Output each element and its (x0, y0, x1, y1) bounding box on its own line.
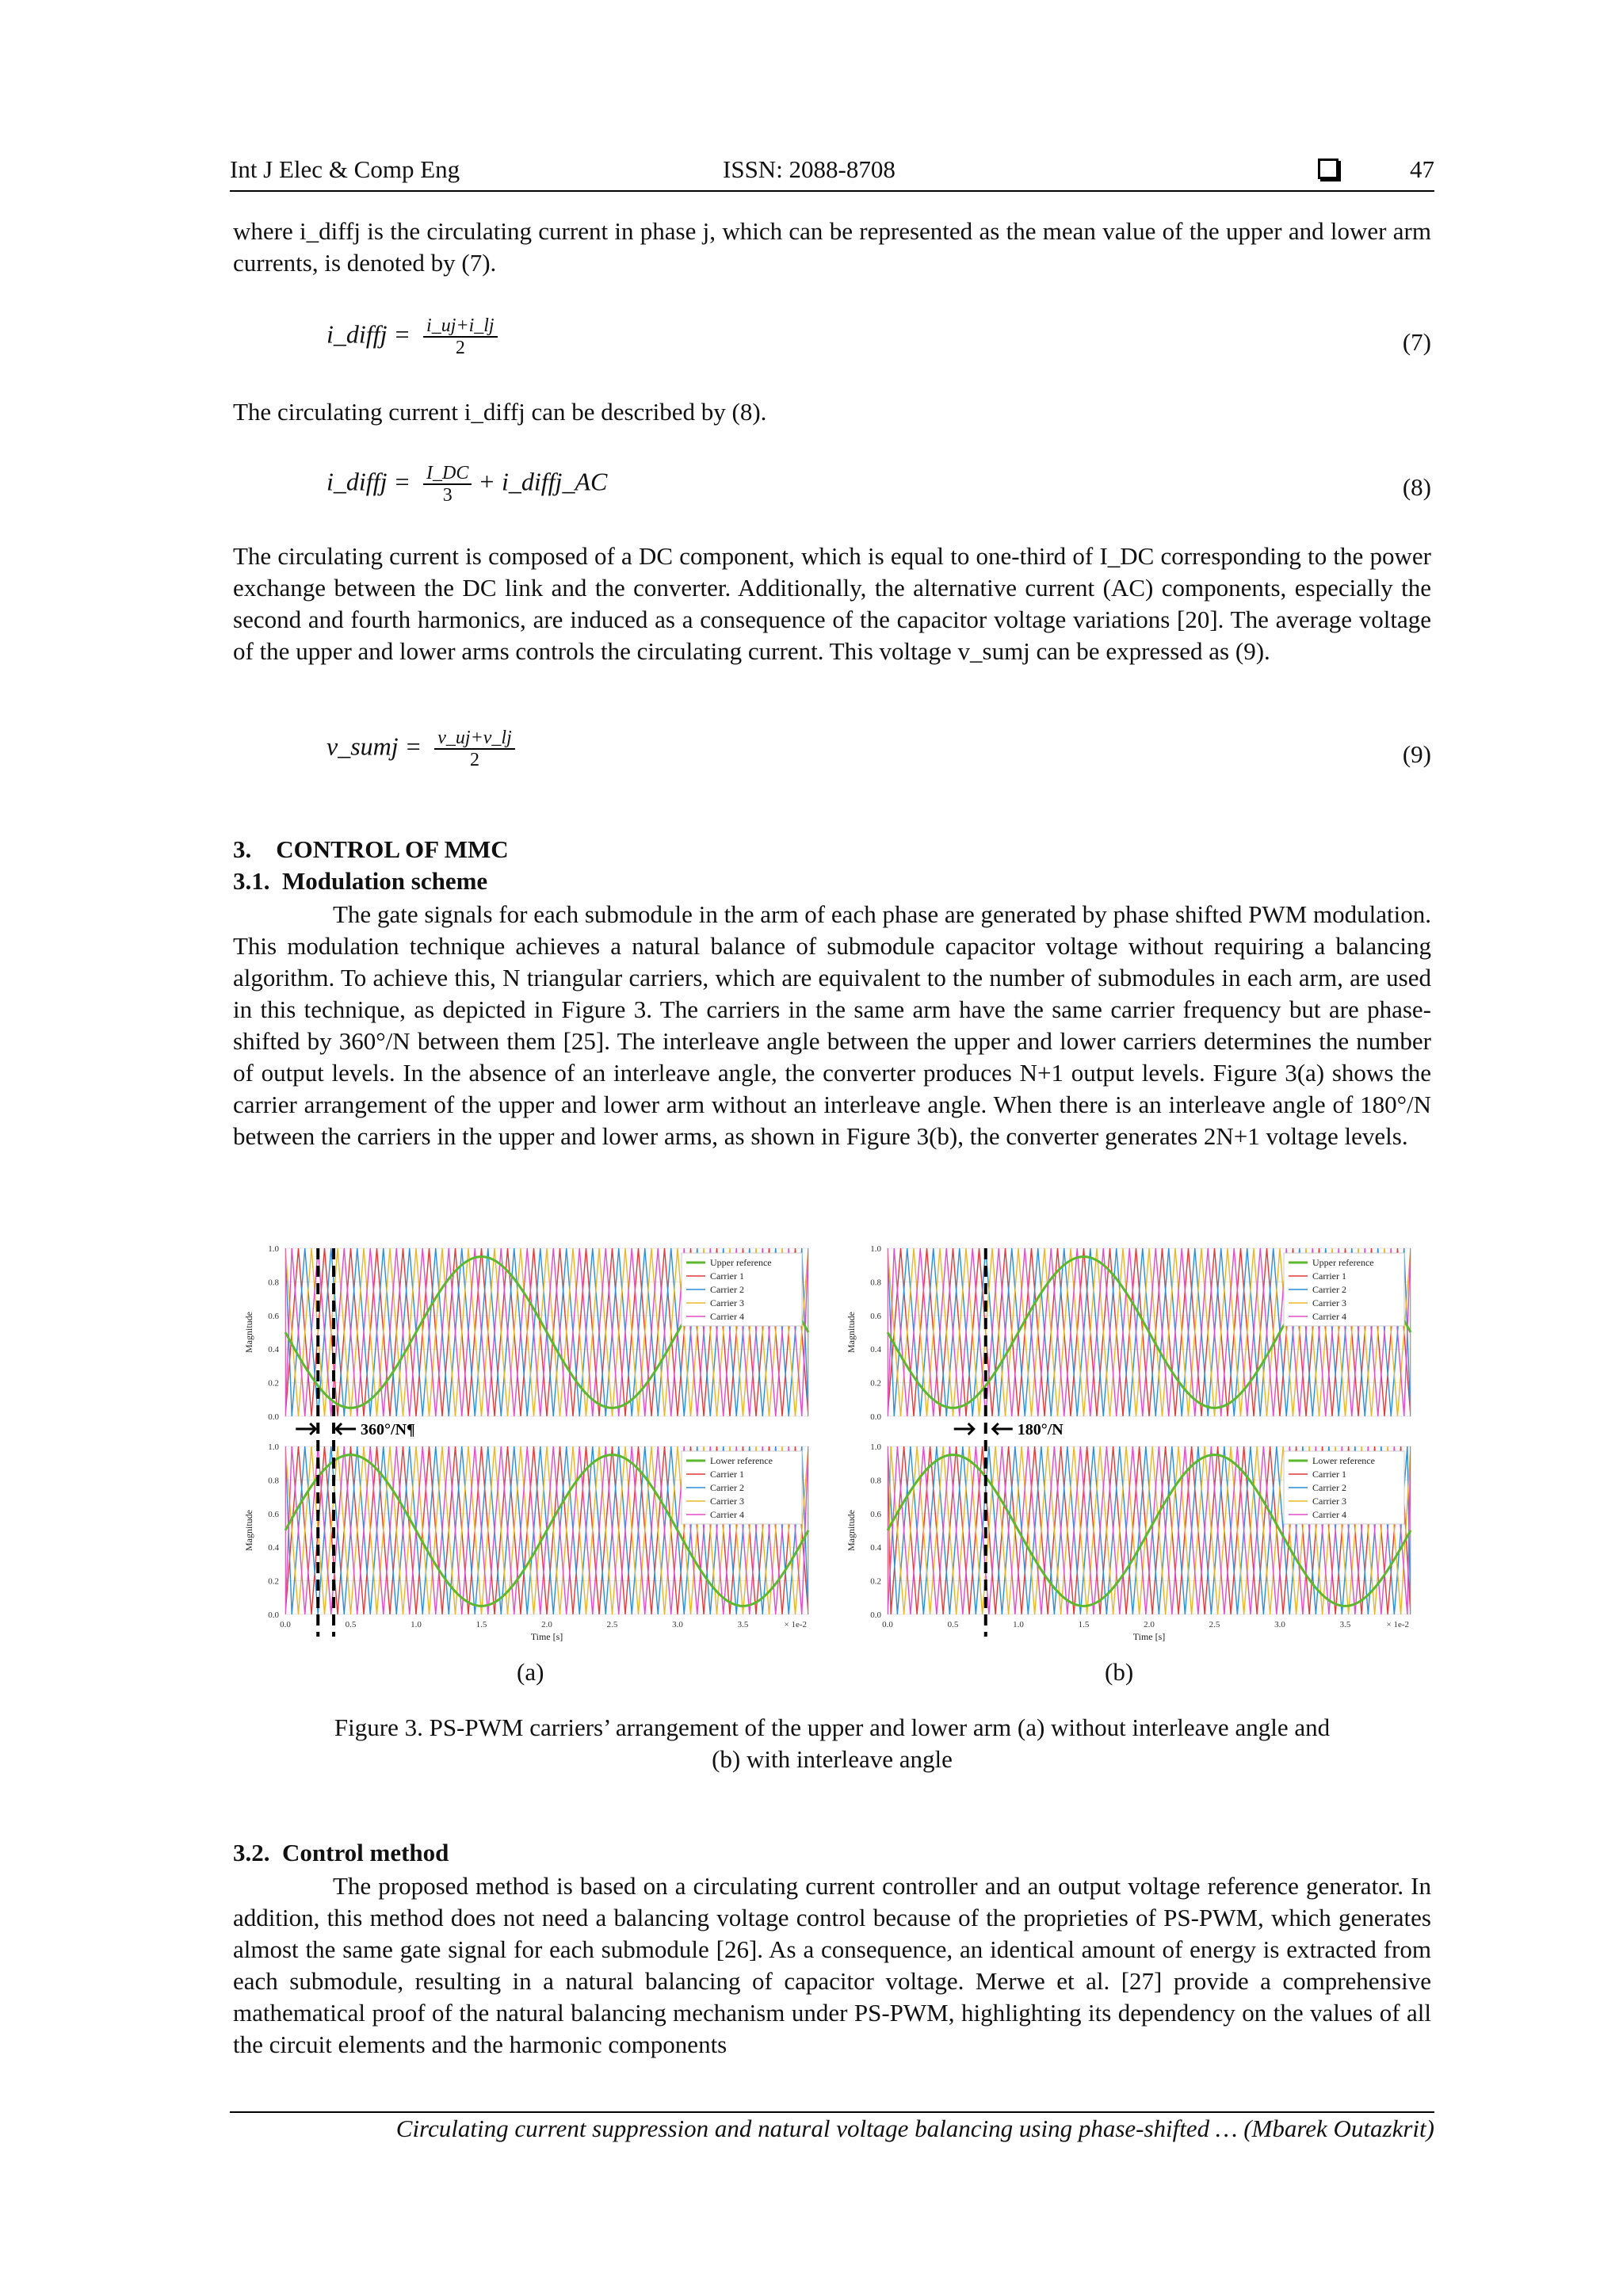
eq8-lhs: i_diffj = (327, 467, 411, 496)
y-tick-label: 1.0 (870, 1442, 881, 1452)
y-tick-label: 1.0 (870, 1244, 881, 1254)
y-axis-label: Magnitude (243, 1312, 254, 1353)
eq7-label: (7) (1402, 328, 1431, 356)
legend-entry: Carrier 1 (710, 1270, 744, 1282)
equation-7 (327, 315, 498, 371)
x-multiplier: × 1e-2 (1386, 1620, 1409, 1629)
x-tick-label: 1.0 (1013, 1620, 1024, 1629)
y-tick-label: 0.6 (870, 1311, 881, 1321)
eq9-fraction (434, 728, 515, 770)
y-tick-label: 0.2 (268, 1576, 279, 1587)
y-tick-label: 0.6 (268, 1311, 279, 1321)
x-multiplier: × 1e-2 (784, 1620, 807, 1629)
legend-entry: Carrier 4 (710, 1509, 744, 1520)
y-tick-label: 0.0 (268, 1610, 279, 1620)
page-header (230, 155, 1434, 192)
arrow-left-icon (993, 1423, 1013, 1435)
legend-entry: Carrier 4 (1312, 1509, 1346, 1520)
footer-rule (230, 2111, 1434, 2113)
y-tick-label: 0.8 (268, 1278, 279, 1288)
footer-text: Circulating current suppression and natural voltage balancing using phase-shifted … (Mbarek Outazkrit) (395, 2115, 1434, 2142)
legend-entry: Carrier 1 (1312, 1270, 1346, 1282)
paragraph-5: The proposed method is based on a circulating current controller and an output voltage reference generator. In addition, this method does not need a balancing voltage control because of the proprieties of PS-PWM, which generates almost the same gate signal for each submodule [26]. As a consequence, an identical amount of energy is extracted from each submodule, resulting in a natural balancing of capacitor voltage. Merwe et al. [27] provide a comprehensive mathematical proof of the natural balancing mechanism under PS-PWM, highlighting its dependency on the values of all the circuit elements and the harmonic components (233, 1872, 1431, 2058)
x-tick-label: 2.0 (541, 1620, 552, 1629)
y-tick-label: 0.8 (268, 1476, 279, 1486)
y-tick-label: 1.0 (268, 1244, 279, 1254)
y-tick-label: 1.0 (268, 1442, 279, 1452)
y-tick-label: 0.4 (268, 1543, 279, 1553)
legend-entry: Upper reference (1312, 1257, 1374, 1268)
equation-9 (327, 728, 515, 783)
legend-entry: Carrier 3 (1312, 1496, 1346, 1507)
y-tick-label: 0.4 (870, 1345, 881, 1355)
section-3-heading: 3. CONTROL OF MMC (233, 835, 509, 863)
paragraph-1: where i_diffj is the circulating current in phase j, which can be represented as the mean value of the upper and lower arm currents, is denoted by (7). (233, 217, 1431, 277)
eq8-label: (8) (1402, 473, 1431, 501)
figure-caption-line-2: (b) with interleave angle (712, 1745, 953, 1773)
y-tick-label: 0.2 (268, 1378, 279, 1389)
x-tick-label: 3.0 (1274, 1620, 1285, 1629)
y-axis-label: Magnitude (846, 1510, 857, 1551)
legend-entry: Carrier 4 (710, 1311, 744, 1322)
journal-name: Int J Elec & Comp Eng (230, 155, 460, 183)
eq9-label: (9) (1402, 740, 1431, 768)
y-tick-label: 0.0 (870, 1412, 881, 1422)
equation-8 (327, 463, 607, 518)
y-axis-label: Magnitude (243, 1510, 254, 1551)
x-tick-label: 0.0 (280, 1620, 291, 1629)
eq8-rest: + i_diffj_AC (478, 467, 608, 496)
x-tick-label: 3.0 (672, 1620, 683, 1629)
legend-entry: Lower reference (1312, 1455, 1375, 1466)
figure-caption-line-1: Figure 3. PS-PWM carriers’ arrangement of the upper and lower arm (a) without interleave angle and (334, 1713, 1331, 1741)
legend-entry: Carrier 3 (710, 1496, 744, 1507)
paragraph-2: The circulating current i_diffj can be described by (8). (233, 398, 767, 426)
page-number: 47 (1410, 155, 1434, 183)
x-tick-label: 2.5 (1209, 1620, 1220, 1629)
x-tick-label: 3.5 (737, 1620, 749, 1629)
x-axis-label: Time [s] (1132, 1631, 1166, 1642)
y-tick-label: 0.2 (870, 1378, 881, 1389)
x-tick-label: 3.5 (1339, 1620, 1351, 1629)
x-axis-label: Time [s] (530, 1631, 563, 1642)
section-3-2-heading: 3.2. Control method (233, 1839, 449, 1866)
y-tick-label: 0.8 (870, 1278, 881, 1288)
x-tick-label: 2.5 (606, 1620, 618, 1629)
eq8-fraction (423, 463, 472, 506)
paragraph-3: The circulating current is composed of a DC component, which is equal to one-third of I_DC corresponding to the power exchange between the DC link and the converter. Additionally, the alternative current (AC) components, especially the second and fourth harmonics, are induced as a consequence of the capacitor voltage variations [20]. The average voltage of the upper and lower arms controls the circulating current. This voltage v_sumj can be expressed as (9). (233, 542, 1431, 665)
x-tick-label: 0.5 (345, 1620, 357, 1629)
issn: ISSN: 2088-8708 (723, 155, 896, 183)
legend-entry: Carrier 1 (710, 1469, 744, 1480)
y-tick-label: 0.8 (870, 1476, 881, 1486)
eq8-denominator: 3 (442, 485, 453, 506)
paragraph-4: The gate signals for each submodule in the arm of each phase are generated by phase shifted PWM modulation. This modulation technique achieves a natural balance of submodule capacitor voltage without requiring a balancing algorithm. To achieve this, N triangular carriers, which are equivalent to the number of submodules in each arm, are used in this technique, as depicted in Figure 3. The carriers in the same arm have the same carrier frequency but are phase-shifted by 360°/N between them [25]. The interleave angle between the upper and lower carriers determines the number of output levels. In the absence of an interleave angle, the converter produces N+1 output levels. Figure 3(a) shows the carrier arrangement of the upper and lower arm without an interleave angle. When there is an interleave angle of 180°/N between the carriers in the upper and lower arms, as shown in Figure 3(b), the converter generates 2N+1 voltage levels. (233, 900, 1431, 1150)
eq8-numerator: I_DC (423, 463, 472, 485)
eq9-lhs: v_sumj = (327, 732, 422, 761)
angle-label-b: 180°/N (1017, 1421, 1064, 1438)
legend-entry: Carrier 2 (1312, 1482, 1346, 1493)
y-tick-label: 0.2 (870, 1576, 881, 1587)
legend-entry: Upper reference (710, 1257, 772, 1268)
y-tick-label: 0.6 (268, 1509, 279, 1519)
x-tick-label: 2.0 (1144, 1620, 1155, 1629)
y-tick-label: 0.4 (870, 1543, 881, 1553)
x-tick-label: 1.5 (1078, 1620, 1090, 1629)
x-tick-label: 0.5 (947, 1620, 959, 1629)
x-tick-label: 1.5 (475, 1620, 487, 1629)
x-tick-label: 0.0 (882, 1620, 893, 1629)
arrow-right-icon (954, 1423, 974, 1435)
subfigure-b-label: (b) (1105, 1658, 1134, 1686)
legend-entry: Lower reference (710, 1455, 773, 1466)
y-tick-label: 0.0 (268, 1412, 279, 1422)
eq9-denominator: 2 (470, 750, 479, 770)
legend-entry: Carrier 1 (1312, 1469, 1346, 1480)
legend-entry: Carrier 2 (1312, 1284, 1346, 1295)
section-3-1-heading: 3.1. Modulation scheme (233, 867, 488, 895)
legend-entry: Carrier 3 (1312, 1297, 1346, 1308)
legend-entry: Carrier 3 (710, 1297, 744, 1308)
eq7-numerator: i_uj+i_lj (423, 315, 498, 338)
subfigure-a-label: (a) (517, 1658, 544, 1686)
eq9-numerator: v_uj+v_lj (434, 728, 515, 750)
figure-3 (230, 1236, 1442, 1696)
y-axis-label: Magnitude (846, 1312, 857, 1353)
eq7-denominator: 2 (455, 338, 465, 358)
y-tick-label: 0.6 (870, 1509, 881, 1519)
angle-label-a: 360°/N¶ (361, 1421, 415, 1438)
square-icon (1318, 159, 1338, 179)
eq7-fraction (423, 315, 498, 358)
legend-entry: Carrier 2 (710, 1284, 744, 1295)
legend-entry: Carrier 2 (710, 1482, 744, 1493)
x-tick-label: 1.0 (411, 1620, 422, 1629)
arrow-right-icon (296, 1423, 315, 1435)
y-tick-label: 0.0 (870, 1610, 881, 1620)
arrow-left-icon (336, 1423, 356, 1435)
y-tick-label: 0.4 (268, 1345, 279, 1355)
legend-entry: Carrier 4 (1312, 1311, 1346, 1322)
eq7-lhs: i_diffj = (327, 319, 411, 349)
